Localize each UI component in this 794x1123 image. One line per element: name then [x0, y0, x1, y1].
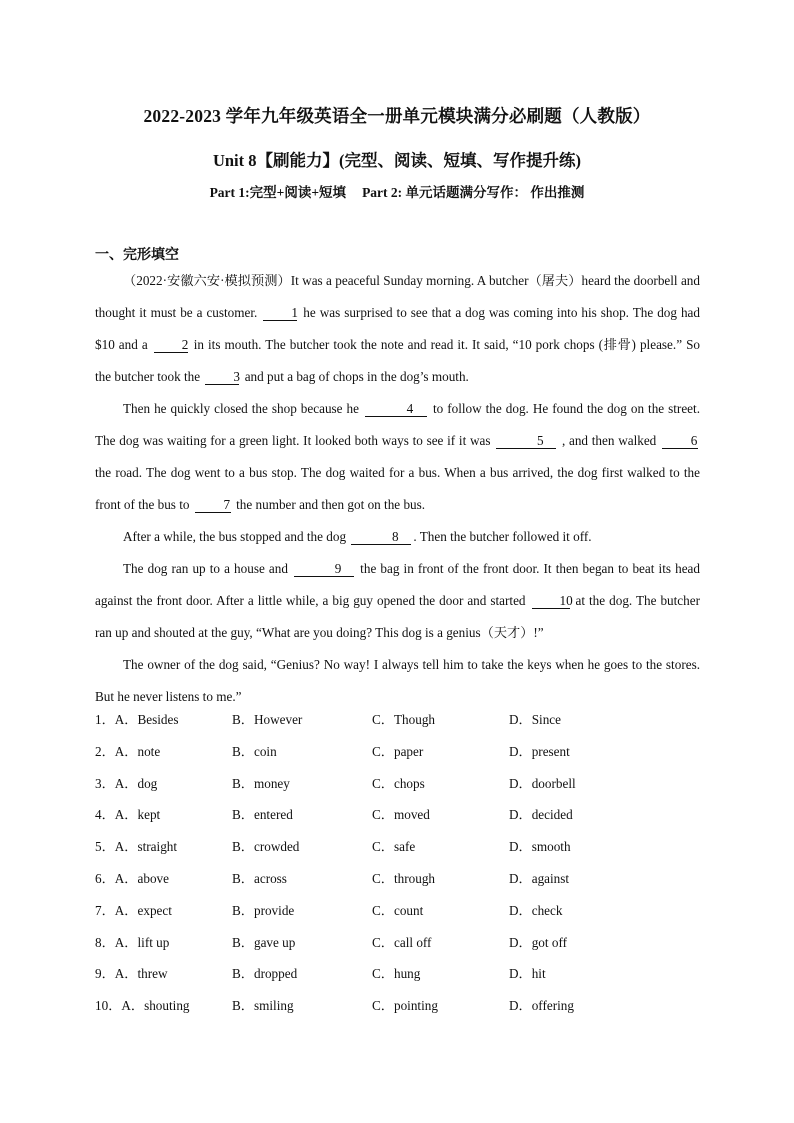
question-row [95, 773, 715, 805]
passage-paragraph-5 [95, 649, 700, 713]
document-title: 2022-2023 学年九年级英语全一册单元模块满分必刷题（人教版） [143, 106, 651, 126]
option-d: D．smooth [509, 839, 571, 855]
passage-text: and put a bag of chops in the dog’s mouth. [241, 369, 469, 384]
passage-text: The dog ran up to a house and [123, 561, 293, 576]
passage-text: the bag in front of the front door. It then began to beat its head against the front door. After a little while, a big guy opened the door and started [95, 561, 700, 608]
option-d: D．decided [509, 807, 573, 823]
passage-text: （2022·安徽六安·模拟预测）It was a peaceful Sunday morning. A butcher（屠夫）heard the doorbell and thought it must be a customer. [95, 273, 700, 320]
option-d: D．hit [509, 966, 546, 982]
question-row [95, 900, 715, 932]
option-a: 1．A．Besides [95, 712, 179, 727]
passage-paragraph-2 [95, 393, 700, 521]
passage-text: to follow the dog. He found the dog on the street. The dog was waiting for a green light. It looked both ways to see if it was [95, 401, 700, 448]
question-row [95, 963, 715, 995]
option-b: B．dropped [232, 966, 298, 982]
option-d: D．check [509, 902, 563, 918]
blank-9: 9 [294, 562, 354, 577]
option-b: B．provide [232, 902, 295, 918]
passage-text: he was surprised to see that a dog was coming into his shop. The dog had $10 and a [95, 305, 700, 352]
blank-7: 7 [195, 498, 231, 513]
option-c: C．moved [372, 807, 430, 823]
option-a: 4．A．kept [95, 807, 161, 823]
blank-3: 3 [205, 370, 239, 385]
option-c: C．chops [372, 775, 425, 791]
option-c: C．pointing [372, 998, 438, 1014]
blank-10: 10 [532, 594, 570, 609]
question-row [95, 836, 715, 868]
passage-text: After a while, the bus stopped and the dog [123, 529, 350, 544]
passage-paragraph-1 [95, 265, 700, 393]
option-b: B．money [232, 775, 290, 791]
blank-5: 5 [496, 434, 556, 449]
unit-subtitle: Unit 8【刷能力】(完型、阅读、短填、写作提升练) [212, 151, 582, 170]
options-list [95, 709, 715, 1027]
question-row [95, 804, 715, 836]
option-b: B．coin [232, 743, 277, 759]
option-d: D．against [509, 870, 570, 886]
option-c: C．through [372, 870, 436, 886]
option-b: B．crowded [232, 839, 300, 855]
question-row [95, 709, 715, 741]
blank-1: 1 [263, 306, 297, 321]
passage-text: Then he quickly closed the shop because he [123, 401, 363, 416]
option-c: C．call off [372, 934, 432, 950]
option-b: B．across [232, 870, 287, 886]
section-title: 一、完形填空 [95, 248, 179, 263]
option-a: 7．A．expect [95, 902, 172, 918]
question-row [95, 868, 715, 900]
option-d: D．Since [509, 712, 562, 727]
passage-paragraph-4 [95, 553, 700, 649]
passage-text: the road. The dog went to a bus stop. The dog waited for a bus. When a bus arrived, the dog first walked to the front of the bus to [95, 465, 700, 512]
option-c: C．hung [372, 966, 421, 982]
blank-6: 6 [662, 434, 698, 449]
option-c: C．paper [372, 743, 424, 759]
question-row [95, 932, 715, 964]
passage-text: , and then walked [558, 433, 661, 448]
blank-8: 8 [351, 530, 411, 545]
passage-text: the number and then got on the bus. [232, 497, 426, 512]
parts-line [0, 181, 794, 201]
option-a: 6．A．above [95, 870, 169, 886]
option-d: D．present [509, 743, 570, 759]
question-row [95, 741, 715, 773]
option-a: 3．A．dog [95, 775, 158, 791]
option-b: B．entered [232, 807, 293, 823]
option-d: D．offering [509, 998, 574, 1014]
passage-text: at the dog. The butcher ran up and shouted at the guy, “What are you doing? This dog is a genius（天才）!” [95, 593, 700, 640]
option-b: B．smiling [232, 998, 294, 1014]
option-c: C．count [372, 902, 424, 918]
passage-text: in its mouth. The butcher took the note and read it. It said, “10 pork chops (排骨) please.” So the butcher took the [95, 337, 700, 384]
option-c: C．Though [372, 712, 436, 727]
passage-text: . Then the butcher followed it off. [413, 529, 592, 544]
question-row [95, 995, 715, 1027]
option-a: 8．A．lift up [95, 934, 170, 950]
passage-paragraph-3 [95, 521, 700, 553]
option-a: 9．A．threw [95, 966, 168, 982]
blank-4: 4 [365, 402, 427, 417]
option-c: C．safe [372, 839, 416, 855]
passage-text: The owner of the dog said, “Genius? No way! I always tell him to take the keys when he goes to the stores. But he never listens to me.” [95, 657, 700, 704]
part2-label: Part 2: 单元话题满分写作： 作出推测 [362, 185, 585, 200]
blank-2: 2 [154, 338, 188, 353]
option-a: 10．A．shouting [95, 998, 190, 1014]
option-a: 5．A．straight [95, 839, 178, 855]
part1-label: Part 1:完型+阅读+短填 [209, 185, 347, 200]
cloze-passage [95, 265, 700, 713]
option-d: D．got off [509, 934, 567, 950]
option-b: B．However [232, 712, 303, 727]
option-a: 2．A．note [95, 743, 161, 759]
option-b: B．gave up [232, 934, 296, 950]
option-d: D．doorbell [509, 775, 576, 791]
